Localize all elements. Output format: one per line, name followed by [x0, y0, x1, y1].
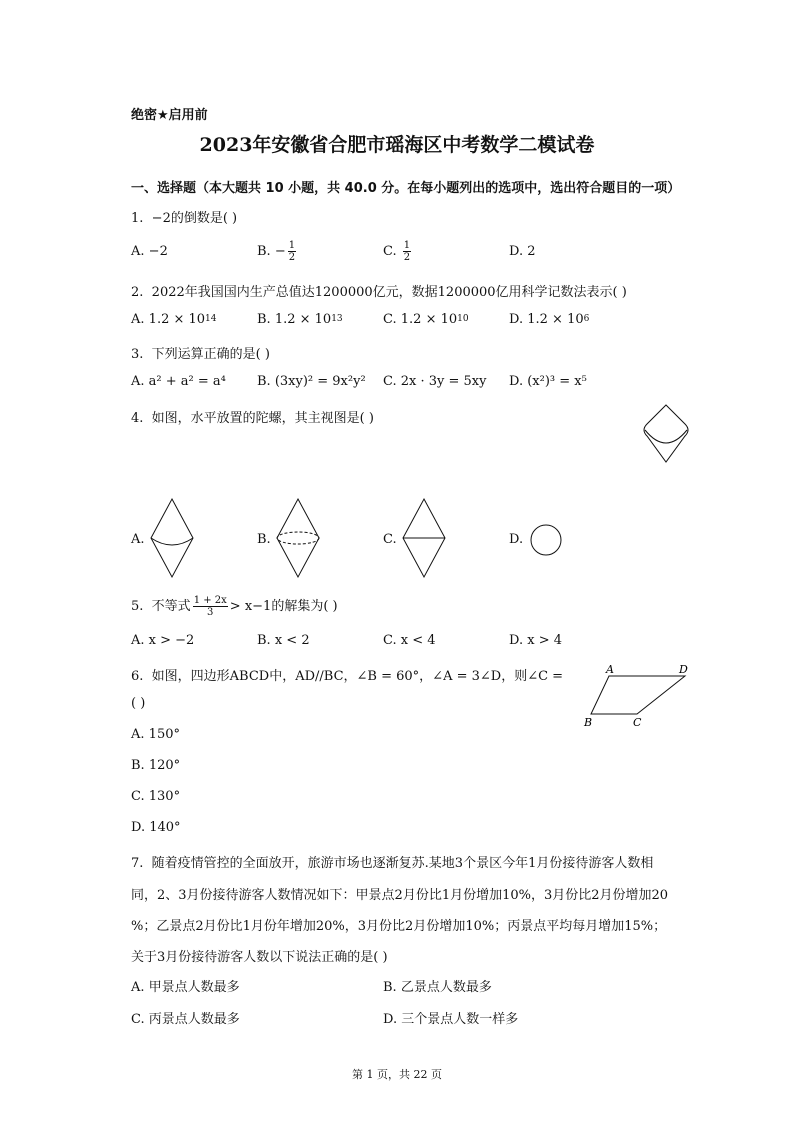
question-stem: 如图，四边形ABCD中，AD//BC，∠B = 60°，∠A = 3∠D，则∠C =	[151, 669, 564, 684]
fraction: $\frac{1}{2}$	[403, 240, 411, 263]
question-1	[131, 207, 237, 226]
q4-option-a-figure	[149, 498, 195, 578]
q5-option-a: A. x > −2	[131, 633, 195, 648]
q7-option-d: D. 三个景点人数一样多	[383, 1012, 519, 1027]
spinning-top-figure	[640, 404, 692, 466]
q2-option-c: C. $1.2 \times 10^{10}$	[383, 312, 469, 327]
question-3: 3. 下列运算正确的是( )	[131, 347, 270, 362]
question-7-line3: %；乙景点2月份比1月份年增加20%，3月份比2月份增加10%；丙景点平均每月增加15%；	[131, 919, 667, 934]
q1-option-a: A. −2	[131, 244, 168, 259]
question-7-line4: 关于3月份接待游客人数以下说法正确的是( )	[131, 950, 388, 965]
question-7-line2: 同，2、3月份接待游客人数情况如下：甲景点2月份比1月份增加10%，3月份比2月份增加20	[131, 888, 669, 903]
vertex-label-d: D	[679, 663, 688, 676]
q3-option-b: B. (3xy)² = 9x²y²	[257, 374, 366, 389]
question-7-line1: 7. 随着疫情管控的全面放开，旅游市场也逐渐复苏.某地3个景区今年1月份接待游客人数相	[131, 856, 654, 871]
q6-option-a: A. 150°	[131, 727, 180, 742]
fraction: $\frac{1 + 2x}{3}$	[193, 595, 227, 618]
vertex-label-a: A	[606, 663, 614, 676]
question-stem: −2的倒数是( )	[151, 211, 238, 226]
exam-title: 2023年安徽省合肥市瑶海区中考数学二模试卷	[199, 134, 595, 156]
q6-option-c: C. 130°	[131, 789, 181, 804]
question-2: 2. 2022年我国国内生产总值达1200000亿元，数据1200000亿用科学记数法表示( )	[131, 285, 627, 300]
q7-option-b: B. 乙景点人数最多	[383, 980, 492, 995]
vertex-label-b: B	[584, 716, 593, 729]
question-stem: 下列运算正确的是( )	[151, 347, 270, 362]
question-stem: 如图，水平放置的陀螺，其主视图是( )	[151, 411, 374, 426]
question-4: 4. 如图，水平放置的陀螺，其主视图是( )	[131, 411, 374, 426]
q4-option-d-figure	[529, 523, 565, 559]
q4-option-b-figure	[275, 498, 321, 578]
q1-option-d: D. 2	[509, 244, 536, 259]
question-6: 6. 如图，四边形ABCD中，AD//BC，∠B = 60°，∠A = 3∠D，则∠C =	[131, 669, 564, 684]
q5-option-b: B. x < 2	[257, 633, 310, 648]
q4-option-c-figure	[401, 498, 447, 578]
q3-option-c: C. 2x · 3y = 5xy	[383, 374, 487, 389]
q2-option-d: D. $1.2 \times 10^6$	[509, 312, 590, 327]
q4-option-c-label: C.	[383, 532, 397, 547]
q2-option-a: A. $1.2 \times 10^{14}$	[131, 312, 217, 327]
q6-option-d: D. 140°	[131, 820, 181, 835]
section-heading: 一、选择题（本大题共 10 小题，共 40.0 分。在每小题列出的选项中，选出符合题目的一项）	[131, 181, 681, 196]
q5-option-c: C. x < 4	[383, 633, 436, 648]
q1-option-c: C. $\frac{1}{2}$	[383, 240, 411, 263]
q5-option-d: D. x > 4	[509, 633, 562, 648]
q3-option-d: D. (x²)³ = x⁵	[509, 374, 587, 389]
q2-option-b: B. $1.2 \times 10^{13}$	[257, 312, 343, 327]
q6-option-b: B. 120°	[131, 758, 181, 773]
q7-option-c: C. 丙景点人数最多	[131, 1012, 240, 1027]
q4-option-b-label: B.	[257, 532, 271, 547]
question-5: 5. 不等式 $\frac{1 + 2x}{3}$ > x−1的解集为( )	[131, 595, 338, 618]
q7-option-a: A. 甲景点人数最多	[131, 980, 240, 995]
question-number: 1.	[131, 211, 144, 226]
vertex-label-c: C	[633, 716, 642, 729]
question-stem: 2022年我国国内生产总值达1200000亿元，数据1200000亿用科学记数法表示( )	[151, 285, 627, 300]
q3-option-a: A. a² + a² = a⁴	[131, 374, 226, 389]
q4-option-a-label: A.	[131, 532, 145, 547]
fraction: $\frac{1}{2}$	[288, 240, 296, 263]
quadrilateral-figure	[582, 662, 694, 732]
page-footer: 第 1 页，共 22 页	[352, 1068, 442, 1081]
q1-option-b: B. − $\frac{1}{2}$	[257, 240, 296, 263]
q4-option-d-label: D.	[509, 532, 524, 547]
confidential-label: 绝密★启用前	[131, 108, 208, 123]
question-6-line2: ( )	[131, 696, 146, 711]
